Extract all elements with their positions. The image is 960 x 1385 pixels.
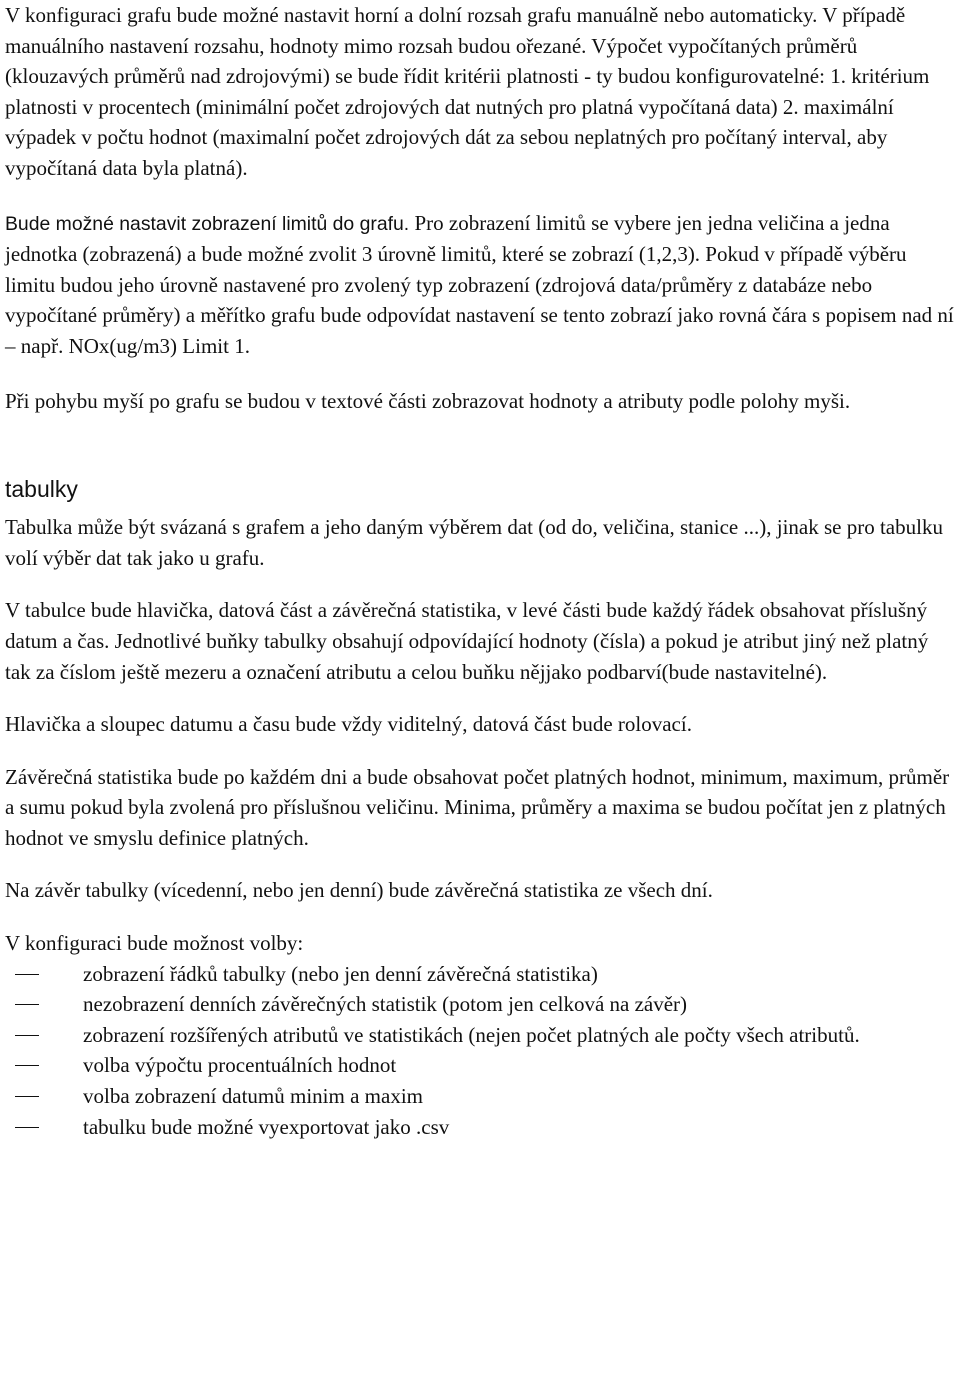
limits-paragraph: [5, 208, 955, 362]
graph-range-text: V konfiguraci grafu bude možné nastavit horní a dolní rozsah grafu manuálně nebo automaticky. V případě manuálního nastavení rozsahu, hodnoty mimo rozsah budou ořezané. Výpočet vypočítaných průměrů (klouzavých průměrů nad zdrojovými) se bude řídit kritérii platnosti - ty budou konfigurovatelné: 1. kritérium platnosti v procentech (minimální počet zdrojových dat nutných pro platná vypočítaná data) 2. maximální výpadek v počtu hodnot (maximalní počet zdrojových dát za sebou neplatných pro počítaný interval, aby vypočítaná data byla platná).: [5, 3, 930, 180]
list-item: [5, 1081, 955, 1112]
list-item-text: volba výpočtu procentuálních hodnot: [83, 1053, 397, 1078]
limits-body-text: Pro zobrazení limitů se vybere jen jedna veličina a jedna jednotka (zobrazená) a bude možné zvolit 3 úrovně limitů, které se zobrazí (1,2,3). Pokud v případě výběru limitu budou jeho úrovně nastavené pro zvolený typ zobrazení (zdrojová data/průměry z databáze nebo vypočítané průměry) a měřítko grafu bude odpovídat nastavení se tento zobrazí jako rovná čára s popisem nad ní – např. NOx(ug/m3) Limit 1.: [5, 210, 954, 358]
list-item-text: nezobrazení denních závěrečných statistik (potom jen celková na závěr): [83, 992, 688, 1017]
summary-statistics-paragraph: Na závěr tabulky (vícedenní, nebo jen denní) bude závěrečná statistika ze všech dní.: [5, 878, 713, 903]
mouse-hover-paragraph: Při pohybu myší po grafu se budou v textové části zobrazovat hodnoty a atributy podle polohy myši.: [5, 388, 851, 413]
dash-bullet-icon: [15, 1096, 39, 1097]
table-binding-paragraph: Tabulka může být svázaná s grafem a jeho daným výběrem dat (od do, veličina, stanice ...), jinak se pro tabulku volí výběr dat tak jako u grafu.: [5, 515, 943, 570]
list-item: [5, 989, 955, 1020]
list-item-text: zobrazení řádků tabulky (nebo jen denní závěrečná statistika): [83, 961, 598, 986]
dash-bullet-icon: [15, 1065, 39, 1066]
dash-bullet-icon: [15, 1035, 39, 1036]
document-page: [5, 0, 955, 1142]
list-item-text: zobrazení rozšířených atributů ve statistikách (nejen počet platných ale počty všech atributů.: [83, 1022, 860, 1047]
table-header-paragraph: Hlavička a sloupec datumu a času bude vždy viditelný, datová část bude rolovací.: [5, 712, 692, 737]
dash-bullet-icon: [15, 1127, 39, 1128]
list-item: [5, 1050, 955, 1081]
graph-config-paragraph: [5, 0, 955, 184]
list-item-text: tabulku bude možné vyexportovat jako .csv: [83, 1114, 450, 1139]
table-structure-paragraph: V tabulce bude hlavička, datová část a závěrečná statistika, v levé části bude každý řádek obsahovat příslušný datum a čas. Jednotlivé buňky tabulky obsahují odpovídající hodnoty (čísla) a pokud je atribut jiný než platný tak za číslom ještě mezeru a označení atributu a celou buňku nějjako podbarví(bude nastavitelné).: [5, 598, 929, 684]
list-item: [5, 1112, 955, 1143]
list-item-text: volba zobrazení datumů minim a maxim: [83, 1084, 423, 1109]
tables-heading: tabulky: [5, 476, 78, 503]
list-item: [5, 959, 955, 990]
dash-bullet-icon: [15, 1004, 39, 1005]
limits-lead-text: Bude možné nastavit zobrazení limitů do grafu.: [5, 212, 410, 235]
config-options-list: [5, 959, 955, 1143]
list-item: [5, 1020, 955, 1051]
config-options-intro: V konfiguraci bude možnost volby:: [5, 931, 304, 956]
final-statistics-paragraph: Závěrečná statistika bude po každém dni a bude obsahovat počet platných hodnot, minimum, maximum, průměr a sumu pokud byla zvolená pro příslušnou veličinu. Minima, průměry a maxima se budou počítat jen z platných hodnot ve smyslu definice platných.: [5, 764, 950, 850]
dash-bullet-icon: [15, 974, 39, 975]
